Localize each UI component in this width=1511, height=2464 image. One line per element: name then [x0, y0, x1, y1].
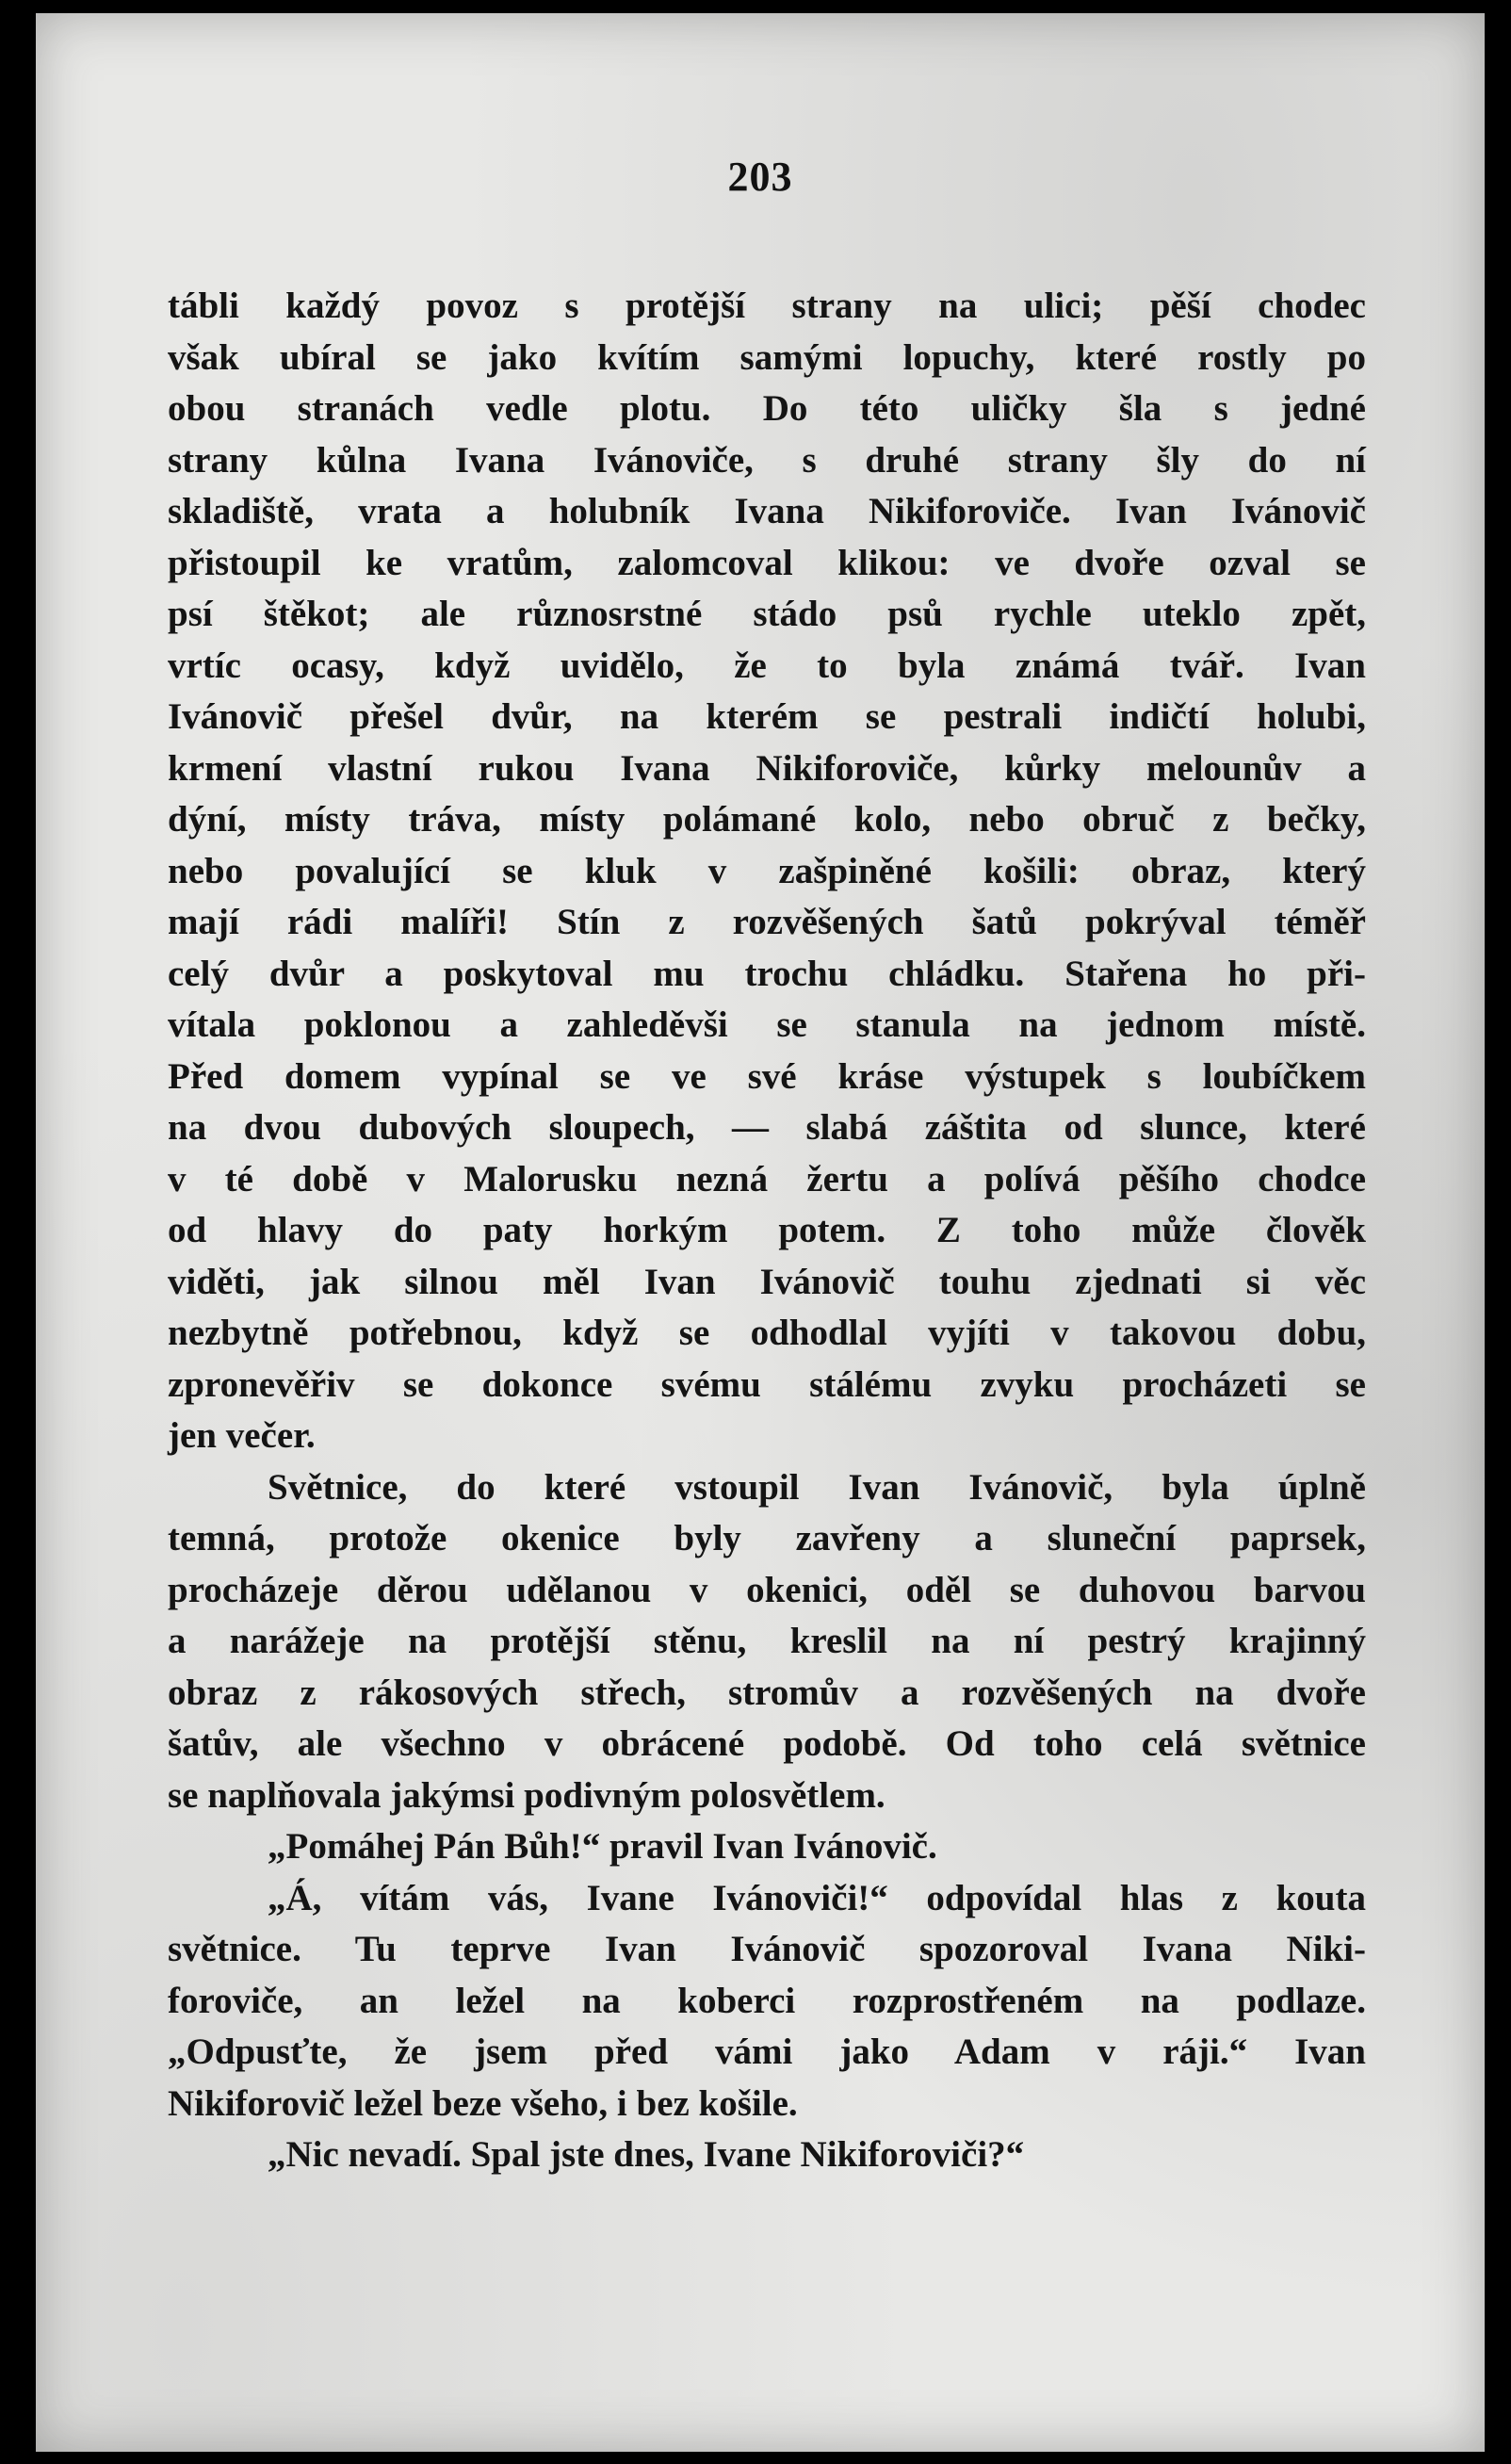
text-line: obou stranách vedle plotu. Do této uličky šla s jedné [168, 388, 1366, 429]
text-line: temná, protože okenice byly zavřeny a sluneční paprsek, [168, 1518, 1366, 1558]
text-line: vítala poklonou a zahleděvši se stanula na jednom místě. [168, 1004, 1366, 1045]
text-line: a narážeje na protější stěnu, kreslil na ní pestrý krajinný [168, 1621, 1366, 1661]
text-line: „Nic nevadí. Spal jste dnes, Ivane Nikiforoviči?“ [268, 2134, 1025, 2175]
text-line: „Pomáhej Pán Bůh!“ pravil Ivan Ivánovič. [268, 1826, 937, 1867]
text-line: vrtíc ocasy, když uvidělo, že to byla známá tvář. Ivan [168, 645, 1366, 686]
text-line: světnice. Tu teprve Ivan Ivánovič spozoroval Ivana Niki- [168, 1929, 1366, 1969]
text-line: mají rádi malíři! Stín z rozvěšených šatů pokrýval téměř [168, 902, 1366, 942]
text-line: viděti, jak silnou měl Ivan Ivánovič touhu zjednati si věc [168, 1261, 1366, 1302]
text-line: Před domem vypínal se ve své kráse výstupek s loubíčkem [168, 1055, 1366, 1097]
text-line: zpronevěřiv se dokonce svému stálému zvyku procházeti se [168, 1363, 1366, 1405]
text-line: na dvou dubových sloupech, — slabá záštita od slunce, které [168, 1107, 1366, 1148]
text-line: se naplňovala jakýmsi podivným polosvětlem. [168, 1774, 885, 1816]
text-line: přistoupil ke vratům, zalomcoval klikou: ve dvoře ozval se [168, 542, 1366, 583]
text-line: Ivánovič přešel dvůr, na kterém se pestrali indičtí holubi, [168, 696, 1366, 737]
text-line: skladiště, vrata a holubník Ivana Nikiforoviče. Ivan Ivánovič [168, 491, 1366, 531]
text-line: Světnice, do které vstoupil Ivan Ivánovič, byla úplně [268, 1466, 1366, 1508]
text-line: „Odpusťte, že jsem před vámi jako Adam v ráji.“ Ivan [168, 2032, 1366, 2072]
text-line: celý dvůr a poskytoval mu trochu chládku. Stařena ho při- [168, 953, 1366, 994]
scanned-book-page [36, 13, 1485, 2452]
text-line: procházeje děrou udělanou v okenici, oděl se duhovou barvou [168, 1569, 1366, 1610]
text-line: však ubíral se jako kvítím samými lopuchy, které rostly po [168, 336, 1366, 378]
text-line: od hlavy do paty horkým potem. Z toho může člověk [168, 1210, 1366, 1250]
text-line: „Á, vítám vás, Ivane Ivánoviči!“ odpovídal hlas z kouta [268, 1877, 1366, 1918]
text-line: strany kůlna Ivana Ivánoviče, s druhé strany šly do ní [168, 439, 1366, 481]
text-line: nebo povalující se kluk v zašpiněné košili: obraz, který [168, 850, 1366, 891]
text-line: tábli každý povoz s protější strany na ulici; pěší chodec [168, 286, 1366, 326]
body-text [168, 281, 1366, 2181]
text-line: krmení vlastní rukou Ivana Nikiforoviče, kůrky melounův a [168, 747, 1366, 789]
text-line: foroviče, an ležel na koberci rozprostřeném na podlaze. [168, 1980, 1366, 2021]
text-line: psí štěkot; ale různosrstné stádo psů rychle uteklo zpět, [168, 594, 1366, 634]
text-line: jen večer. [168, 1415, 316, 1456]
text-line: obraz z rákosových střech, stromův a rozvěšených na dvoře [168, 1672, 1366, 1713]
text-line: šatův, ale všechno v obrácené podobě. Od toho celá světnice [168, 1723, 1366, 1764]
text-line: v té době v Malorusku nezná žertu a polívá pěšího chodce [168, 1158, 1366, 1199]
text-line: nezbytně potřebnou, když se odhodlal vyjíti v takovou dobu, [168, 1313, 1366, 1353]
text-line: dýní, místy tráva, místy polámané kolo, nebo obruč z bečky, [168, 799, 1366, 840]
text-line: Nikiforovič ležel beze všeho, i bez košile. [168, 2082, 798, 2124]
page-number: 203 [727, 154, 793, 200]
